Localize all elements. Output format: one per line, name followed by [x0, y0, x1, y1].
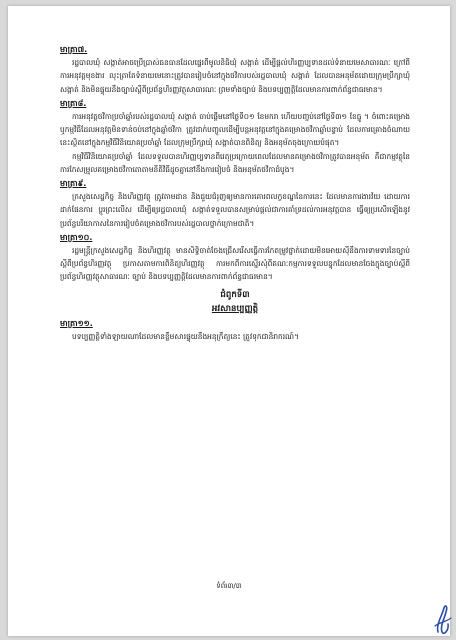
article-9-heading: មាត្រា៩.	[60, 179, 87, 189]
article-8-paragraph-1: ការអនុវត្តថវិកាប្រចាំឆ្នាំរបស់រដ្ឋបាលឃុំ សង្កាត់ ចាប់ផ្ដើមនៅថ្ងៃទី០១ ខែមករា ហើយបញ្ចប់នៅថ្ងៃទី៣១ ខែធ្នូ ។ ចំពោះគម្រោង ឬកម្មវិធីដែលអនុវត្តមិនទាន់ចប់នៅក្នុងឆ្នាំថវិកា ត្រូវដាក់បញ្ចូលដើម្បីបន្តអនុវត្តនៅក្នុងគម្រោងថវិកាឆ្នាំបន្ទាប់ ដែលការគ្រោងចំណាយនេះស្ថិតនៅក្នុងកម្មវិធីវិនិយោគប្រចាំឆ្នាំ ដែលក្រុមប្រឹក្សាឃុំ សង្កាត់បានពិនិត្យ និងអនុម័តចុងក្រោយបំផុត។	[60, 112, 410, 148]
article-10-text: រដ្ឋមន្ត្រីក្រសួងសេដ្ឋកិច្ច និងហិរញ្ញវត្ថុ មានសិទ្ធិចាត់ចែងជ្រើសរើសធ្វើការកែតម្រូវថ្នាក់ដោយមិនអោយស៊ីនឹងការទាមទារនៃច្បាប់ស្ដីពីប្រព័ន្ធហិរញ្ញវត្ថុ ប្រកាសតាមការពិនិត្យហិរញ្ញវត្ថុ ការមកពីការស្នើរសុំពីគណៈកម្មការទទួលបន្ទុកដែលមានចែងក្នុងច្បាប់ស្ដីពីប្រព័ន្ធហិរញ្ញវត្ថុសាធារណៈ ច្បាប់ និងបទប្បញ្ញត្តិដែលមានការពាក់ព័ន្ធជាធរមាន។	[60, 246, 410, 282]
article-8-paragraph-2: កម្មវិធីវិនិយោគប្រចាំឆ្នាំ ដែលទទួលបានហិរញ្ញប្បទានពីរេតុប្រក្រោយពេលដែលមានគម្រោងថវិកាត្រូវបានអនុម័ត គឺជាកម្មវត្ថុនៃការកែសម្រួលគម្រោងថវិកាតោតាមនីតិវិធីដូចគ្នានៅនឹងការរៀបចំ និងអនុម័តថវិកាដំបូង។	[60, 151, 410, 174]
chapter-title: អវសានប្បញ្ញត្តិ	[211, 303, 259, 314]
chapter-number: ជំពូកទី៣	[220, 289, 250, 300]
article-7-heading: មាត្រា៧.	[60, 45, 88, 54]
signature-mark	[432, 602, 454, 638]
article-11-heading: មាត្រា១១.	[60, 318, 93, 328]
article-10-heading: មាត្រា១០.	[60, 232, 93, 242]
article-7-text: រដ្ឋបាលឃុំ សង្កាត់អាចប្រើប្រាស់ធនធានដែលផ្ទេរពីមូលនិធិឃុំ សង្កាត់ ដើម្បីផ្ដល់ហិរញ្ញប្បទានដល់ទំនាយមេសាធារណៈ ក្រៅពីការអនុវត្តមុខងារ លុះត្រាតែទំនាយមេនោះត្រូវបានរៀបចំនៅក្នុងថវិការបស់រដ្ឋបាលឃុំ សង្កាត់ ដែលបានអនុម័តដោយក្រុមប្រឹក្សាឃុំ សង្កាត់ និងមិនផ្ទុយនឹងច្បាប់ស្ដីពីប្រព័ន្ធហិរញ្ញវត្ថុសាធារណៈ ព្រមទាំងច្បាប់ និងបទប្បញ្ញត្តិដែលមានការពាក់ព័ន្ធជាធរមាន។	[60, 58, 410, 94]
document-page	[8, 6, 450, 636]
page-number: ទំព័រ៣/៣	[216, 582, 242, 590]
article-9-text: ក្រសួងសេដ្ឋកិច្ច និងហិរញ្ញវត្ថុ ត្រូវតាមដាន និងជួយជំរុញឲ្យមានការគោរពលក្ខខណ្ឌនៃការនេះ ដែលមានការងារវ័យ ដោយការដាក់ផែនការ ប្ដូរព្រះលើស ដើម្បីឲ្យរដ្ឋបាលឃុំ សង្កាត់ទទួលបានសម្រាប់ផ្តល់ជាការគាំទ្រដល់ការអនុវត្តបាន ធ្វើឲ្យប្រសើរឡើងនូវប្រព័ន្ធបរិយាកាសនៃការរៀបចំគម្រោងថវិការបស់រដ្ឋបាលថ្នាក់ក្រោមជាតិ។	[60, 192, 410, 228]
document-body	[60, 42, 410, 343]
article-8-heading: មាត្រា៨.	[60, 98, 87, 108]
chapter-block	[60, 288, 410, 316]
article-11-text: បទប្បញ្ញត្តិទាំងឡាយណាដែលមានខ្លឹមសារផ្ទុយនឹងអនុក្រឹត្យនេះ ត្រូវទុកជានិរាករណ៍។	[72, 331, 299, 341]
